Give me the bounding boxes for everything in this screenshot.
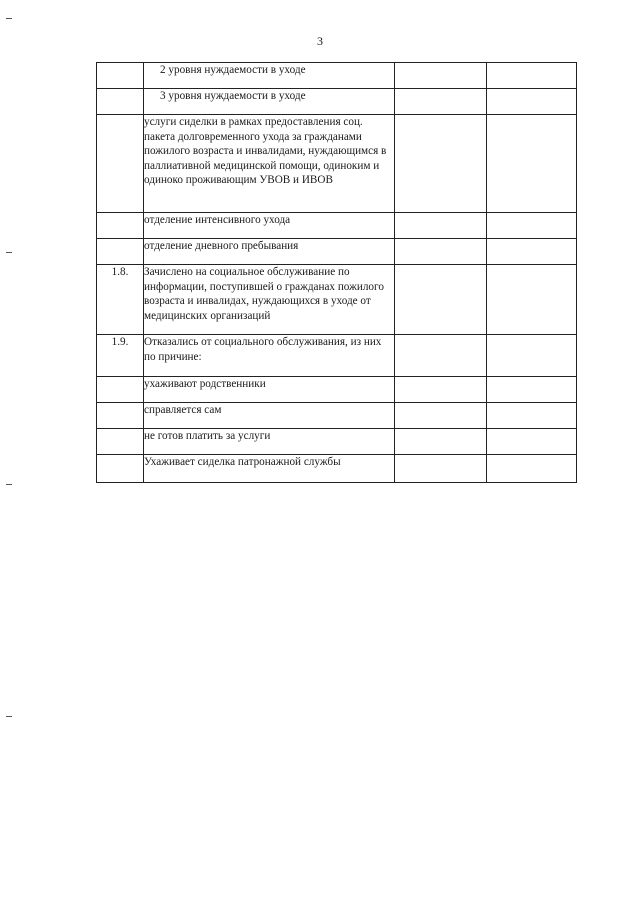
value-cell (487, 239, 577, 265)
row-number-cell (97, 239, 144, 265)
value-cell (487, 115, 577, 213)
row-description-cell: услуги сиделки в рамках предоставления соц. пакета долговременного ухода за гражданами пожилого возраста и инвалидами, нуждающимся в паллиативной медицинской помощи, одиноким и одиноко проживающим УВОВ и ИВОВ (144, 115, 395, 213)
value-cell (395, 403, 487, 429)
table-row (97, 115, 577, 213)
table-body (97, 63, 577, 483)
row-description-cell: Зачислено на социальное обслуживание по информации, поступившей о гражданах пожилого возраста и инвалидах, нуждающихся в уходе от медицинских организаций (144, 265, 395, 335)
row-number-cell (97, 63, 144, 89)
value-cell (487, 377, 577, 403)
value-cell (395, 265, 487, 335)
value-cell (395, 429, 487, 455)
row-number-cell (97, 429, 144, 455)
value-cell (487, 213, 577, 239)
margin-mark (6, 18, 12, 19)
value-cell (395, 89, 487, 115)
row-number-cell (97, 377, 144, 403)
row-number-cell: 1.9. (97, 335, 144, 377)
row-description-cell: 3 уровня нуждаемости в уходе (144, 89, 395, 115)
table-row (97, 335, 577, 377)
table-row (97, 403, 577, 429)
value-cell (487, 403, 577, 429)
page-number: 3 (317, 34, 323, 48)
row-number-cell (97, 115, 144, 213)
row-description-cell: отделение интенсивного ухода (144, 213, 395, 239)
margin-mark (6, 252, 12, 253)
margin-mark (6, 484, 12, 485)
table-row (97, 63, 577, 89)
table-row (97, 377, 577, 403)
margin-mark (6, 716, 12, 717)
row-description-cell: Отказались от социального обслуживания, из них по причине: (144, 335, 395, 377)
row-description-cell: отделение дневного пребывания (144, 239, 395, 265)
table-row (97, 429, 577, 455)
value-cell (487, 89, 577, 115)
value-cell (395, 377, 487, 403)
row-description-cell: Ухаживает сиделка патронажной службы (144, 455, 395, 483)
value-cell (487, 429, 577, 455)
row-number-cell (97, 455, 144, 483)
table-row (97, 213, 577, 239)
value-cell (395, 455, 487, 483)
table-row (97, 239, 577, 265)
value-cell (395, 213, 487, 239)
table-row (97, 265, 577, 335)
value-cell (395, 239, 487, 265)
value-cell (395, 63, 487, 89)
row-description-cell: ухаживают родственники (144, 377, 395, 403)
row-number-cell: 1.8. (97, 265, 144, 335)
row-number-cell (97, 89, 144, 115)
value-cell (487, 335, 577, 377)
value-cell (487, 63, 577, 89)
value-cell (487, 265, 577, 335)
row-description-cell: 2 уровня нуждаемости в уходе (144, 63, 395, 89)
value-cell (395, 115, 487, 213)
value-cell (395, 335, 487, 377)
report-table (96, 62, 577, 483)
value-cell (487, 455, 577, 483)
row-description-cell: не готов платить за услуги (144, 429, 395, 455)
row-number-cell (97, 403, 144, 429)
row-description-cell: справляется сам (144, 403, 395, 429)
table-row (97, 455, 577, 483)
row-number-cell (97, 213, 144, 239)
table-row (97, 89, 577, 115)
